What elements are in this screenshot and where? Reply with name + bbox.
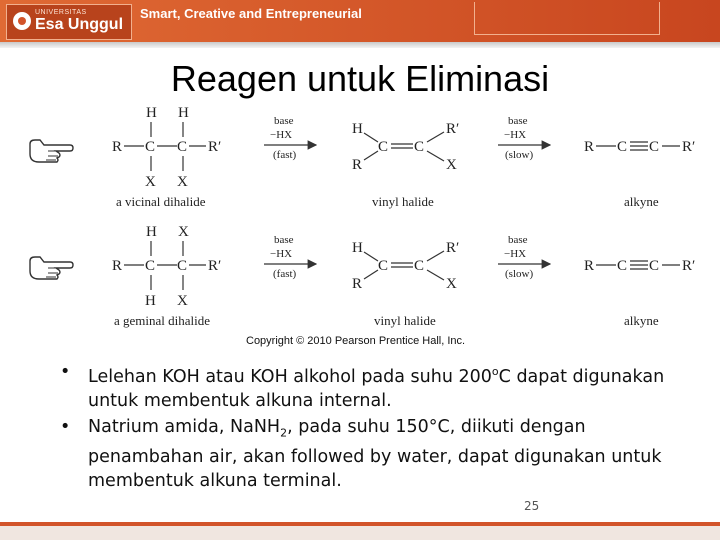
condition-base: base: [508, 234, 528, 246]
atom-x: X: [177, 293, 188, 309]
label-vinyl-halide: vinyl halide: [372, 194, 434, 209]
atom-c: C: [177, 258, 188, 274]
atom-x: X: [178, 224, 189, 240]
alkyne-structure: [584, 258, 695, 328]
atom-x: X: [177, 174, 188, 190]
atom-r-prime: R′: [446, 121, 460, 137]
atom-x: X: [145, 174, 156, 190]
condition-fast: (fast): [273, 149, 297, 161]
atom-r: R: [584, 258, 595, 274]
bullet-dot-icon: •: [60, 362, 71, 382]
reaction-arrow-slow: [498, 234, 550, 280]
logo-emblem-icon: [13, 12, 31, 30]
vinyl-halide-structure: [352, 121, 459, 209]
header-shadow: [0, 42, 720, 48]
atom-h: H: [145, 293, 156, 309]
bullet-item: [56, 415, 676, 494]
condition-slow: (slow): [505, 149, 534, 161]
bullet-subscript: 2: [280, 426, 288, 440]
vicinal-dihalide-structure: [112, 105, 221, 209]
atom-c: C: [649, 139, 660, 155]
header-bar: [0, 0, 720, 42]
atom-c: C: [414, 258, 425, 274]
atom-c: C: [145, 258, 156, 274]
vinyl-halide-structure: [352, 240, 459, 328]
reaction-arrow-fast: [264, 115, 316, 161]
condition-base: base: [508, 115, 528, 127]
condition-minus-hx: −HX: [270, 248, 293, 260]
atom-c: C: [617, 139, 628, 155]
footer-band: [0, 526, 720, 540]
atom-c: C: [378, 139, 389, 155]
header-decoration: [474, 2, 660, 35]
atom-c: C: [177, 139, 188, 155]
slide-number: 25: [524, 499, 540, 513]
label-geminal-dihalide: a geminal dihalide: [114, 313, 211, 328]
atom-r-prime: R′: [208, 258, 222, 274]
atom-h: H: [146, 224, 157, 240]
atom-r: R: [112, 258, 123, 274]
pointing-hand-icon: [26, 136, 76, 166]
condition-minus-hx: −HX: [504, 129, 527, 141]
bullet-text: Lelehan KOH atau KOH alkohol pada suhu 200: [88, 366, 492, 387]
atom-r: R: [352, 276, 363, 292]
pointing-hand-icon: [26, 253, 76, 283]
condition-slow: (slow): [505, 268, 534, 280]
condition-minus-hx: −HX: [270, 129, 293, 141]
atom-r: R: [112, 139, 123, 155]
alkyne-structure: [584, 139, 695, 209]
bullet-text: C dapat digunakan untuk membentuk alkuna internal.: [88, 366, 665, 411]
elimination-reaction-scheme: [110, 100, 710, 350]
atom-r-prime: R′: [208, 139, 222, 155]
atom-x: X: [446, 276, 457, 292]
bullet-item: [56, 360, 676, 413]
reaction-arrow-slow: [498, 115, 550, 161]
bullet-superscript: o: [491, 365, 499, 378]
logo-text: Esa Unggul: [35, 16, 124, 33]
atom-r: R: [584, 139, 595, 155]
atom-c: C: [145, 139, 156, 155]
atom-c: C: [649, 258, 660, 274]
bullet-text: Natrium amida, NaNH: [88, 416, 281, 437]
atom-c: C: [617, 258, 628, 274]
atom-c: C: [378, 258, 389, 274]
atom-r-prime: R′: [446, 240, 460, 256]
condition-fast: (fast): [273, 268, 297, 280]
tagline: Smart, Creative and Entrepreneurial: [140, 6, 362, 21]
logo-caption: UNIVERSITAS: [35, 9, 87, 16]
copyright-notice: Copyright © 2010 Pearson Prentice Hall, Inc.: [246, 335, 466, 347]
label-vinyl-halide: vinyl halide: [374, 313, 436, 328]
bullet-text: , pada suhu 150°C, diikuti dengan penambahan air, akan followed by water, dapat digunakan untuk membentuk alkuna terminal.: [88, 416, 662, 492]
slide-title: Reagen untuk Eliminasi: [170, 58, 550, 99]
atom-h: H: [146, 105, 157, 121]
atom-x: X: [446, 157, 457, 173]
condition-base: base: [274, 115, 294, 127]
university-logo: [6, 4, 132, 40]
reaction-arrow-fast: [264, 234, 316, 280]
label-alkyne: alkyne: [624, 194, 659, 209]
atom-c: C: [414, 139, 425, 155]
atom-r-prime: R′: [682, 139, 696, 155]
geminal-dihalide-structure: [112, 224, 221, 328]
atom-h: H: [352, 121, 363, 137]
atom-h: H: [178, 105, 189, 121]
label-alkyne: alkyne: [624, 313, 659, 328]
condition-base: base: [274, 234, 294, 246]
atom-r-prime: R′: [682, 258, 696, 274]
atom-r: R: [352, 157, 363, 173]
label-vicinal-dihalide: a vicinal dihalide: [116, 194, 206, 209]
condition-minus-hx: −HX: [504, 248, 527, 260]
bullet-dot-icon: •: [60, 416, 71, 437]
atom-h: H: [352, 240, 363, 256]
bullet-list: [56, 360, 676, 495]
